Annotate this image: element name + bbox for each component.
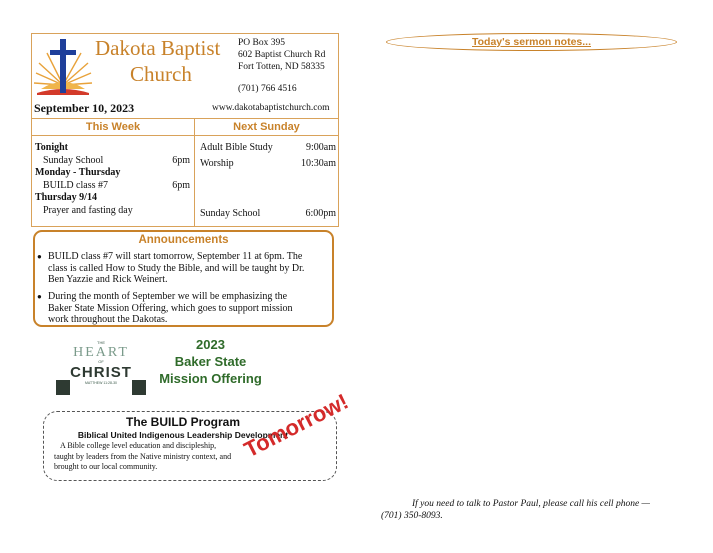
heart-ref-text: MATTHEW 11:28-30 [85,381,117,385]
heart-of-christ-logo [56,340,146,395]
address-line-1: PO Box 395 [238,38,285,48]
this-week-row: BUILD class #7 [43,180,108,191]
announcement-line: Ben Yazzie and Rick Weinert. [48,274,168,286]
heart-the-text: THE [97,340,105,345]
next-sunday-row: Sunday School [200,208,261,219]
build-program-subtitle: Biblical United Indigenous Leadership Development [77,430,289,440]
next-sunday-time: 10:30am [301,158,336,169]
sermon-notes-title: Today's sermon notes... [472,36,591,48]
heart-christ-text: CHRIST [70,364,132,381]
bulletin-date: September 10, 2023 [34,101,135,115]
this-week-row: Prayer and fasting day [43,205,133,216]
address-line-3: Fort Totten, ND 58335 [238,62,325,72]
pastor-contact-line1: If you need to talk to Pastor Paul, please call his cell phone — [412,499,650,509]
church-name-line2: Church [130,62,192,86]
next-sunday-time: 9:00am [306,142,336,153]
heart-word-text: HEART [73,345,129,360]
column-divider [194,136,195,227]
cross-sunrise-logo-icon [33,37,93,99]
next-sunday-row: Adult Bible Study [200,142,273,153]
this-week-heading: This Week [31,118,195,136]
tomorrow-stamp: Tomorrow! [240,388,353,463]
build-program-title: The BUILD Program [125,415,240,429]
announcement-item [37,251,331,286]
church-phone: (701) 766 4516 [238,84,297,94]
announcement-line: work throughout the Dakotas. [48,314,168,326]
build-program-line: taught by leaders from the Native ministry context, and [54,452,232,461]
announcement-line: Baker State Mission Offering, which goes to support mission [48,302,293,314]
bullet-icon: ● [37,252,42,261]
church-name-line1: Dakota Baptist [95,36,221,60]
bullet-icon: ● [37,292,42,301]
build-program-line: brought to our local community. [54,462,158,471]
build-program-line: A Bible college level education and discipleship, [60,441,217,450]
announcement-line: BUILD class #7 will start tomorrow, September 11 at 6pm. The [48,251,303,262]
next-sunday-row: Worship [200,158,234,169]
heart-of-text: OF [98,359,104,364]
announcement-line: During the month of September we will be emphasizing the [48,291,288,302]
offering-year: 2023 [196,337,225,352]
next-sunday-time: 6:00pm [305,208,336,219]
pastor-contact-phone: (701) 350-8093. [381,511,443,521]
church-website-link[interactable]: www.dakotabaptistchurch.com [212,103,330,113]
this-week-row: Tonight [35,142,68,153]
announcement-line: class is called How to Study the Bible, and will be taught by Dr. [48,262,305,274]
this-week-row: Monday - Thursday [35,167,121,178]
announcements-heading: Announcements [138,234,229,246]
offering-title: Mission Offering [159,371,262,386]
this-week-row: Sunday School [43,155,104,166]
address-line-2: 602 Baptist Church Rd [238,50,326,60]
announcement-item [37,291,331,326]
this-week-row: Thursday 9/14 [35,192,97,203]
offering-name: Baker State [174,354,247,369]
this-week-time: 6pm [172,180,190,191]
next-sunday-heading: Next Sunday [194,118,339,136]
this-week-time: 6pm [172,155,190,166]
